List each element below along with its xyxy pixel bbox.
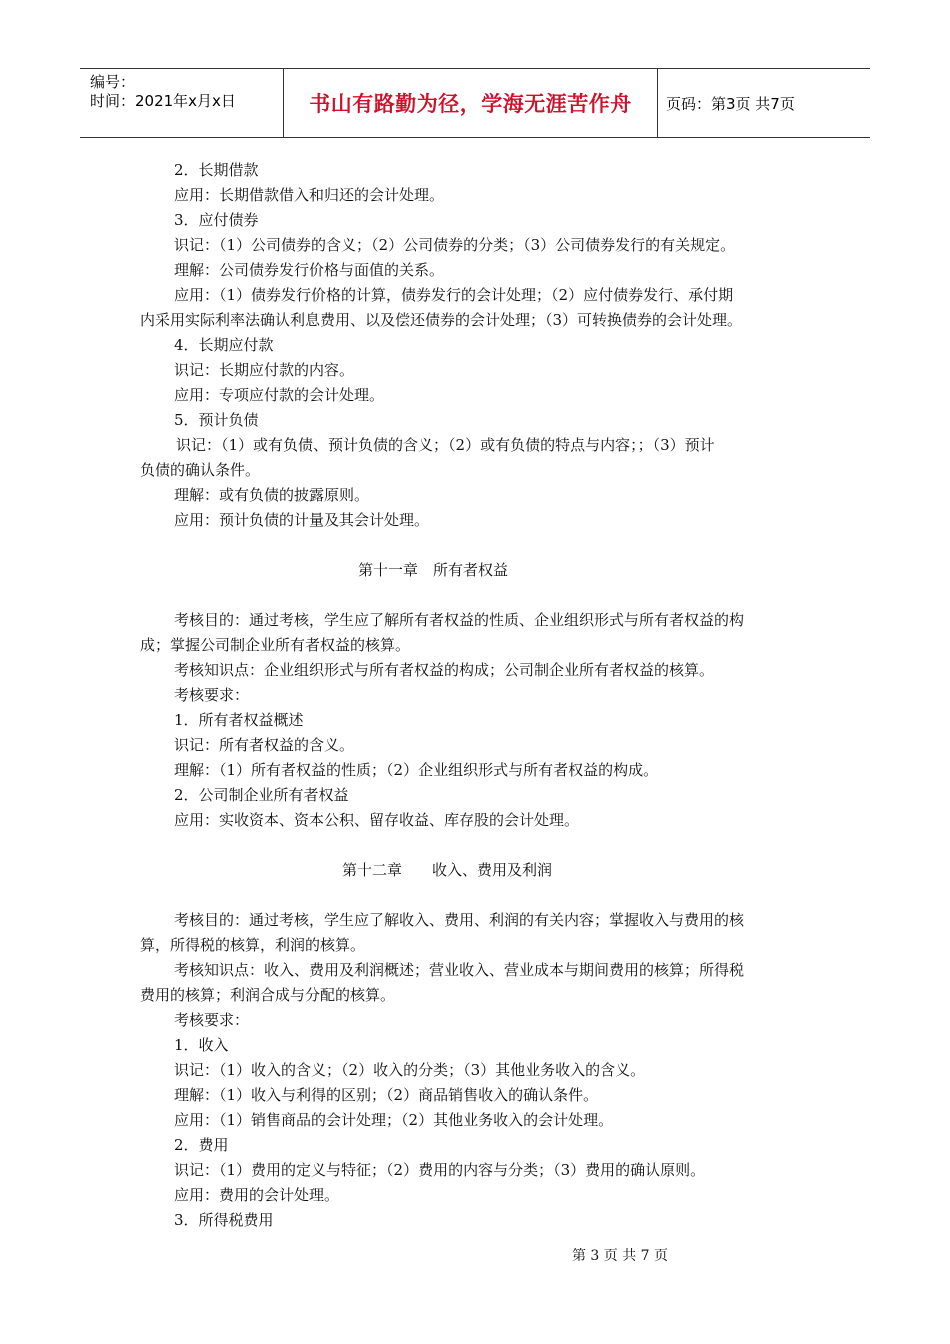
item-heading: 1．收入 — [174, 1036, 229, 1054]
paragraph: 考核知识点：收入、费用及利润概述；营业收入、营业成本与期间费用的核算；所得税 — [174, 961, 745, 979]
paragraph-continuation: 算，所得税的核算，利润的核算。 — [140, 936, 366, 954]
item-heading: 4．长期应付款 — [174, 336, 274, 354]
paragraph: 应用：（1）债券发行价格的计算，债券发行的会计处理；（2）应付债券发行、承付期 — [174, 286, 734, 304]
paragraph: 理解：（1）所有者权益的性质；（2）企业组织形式与所有者权益的构成。 — [174, 761, 659, 779]
chapter-title: 第十一章 所有者权益 — [358, 561, 509, 579]
item-heading: 1．所有者权益概述 — [174, 711, 304, 729]
item-heading: 3．所得税费用 — [174, 1211, 274, 1229]
paragraph: 考核要求： — [174, 1011, 250, 1029]
paragraph: 考核知识点：企业组织形式与所有者权益的构成；公司制企业所有者权益的核算。 — [174, 661, 715, 679]
header-page-code: 页码：第3页 共7页 — [666, 94, 795, 113]
paragraph: 识记：所有者权益的含义。 — [174, 736, 355, 754]
header-divider — [657, 69, 658, 137]
serial-label: 编号： — [90, 73, 136, 91]
paragraph-continuation: 费用的核算；利润合成与分配的核算。 — [140, 986, 396, 1004]
item-heading: 3．应付债券 — [174, 211, 259, 229]
document-body — [140, 158, 812, 1233]
paragraph: 考核目的：通过考核，学生应了解所有者权益的性质、企业组织形式与所有者权益的构 — [174, 611, 745, 629]
paragraph: 识记：（1）或有负债、预计负债的含义；（2）或有负债的特点与内容；；（3）预计 — [176, 436, 715, 454]
paragraph: 识记：（1）费用的定义与特征；（2）费用的内容与分类；（3）费用的确认原则。 — [174, 1161, 706, 1179]
paragraph: 应用：预计负债的计量及其会计处理。 — [174, 511, 430, 529]
paragraph: 考核目的：通过考核，学生应了解收入、费用、利润的有关内容；掌握收入与费用的核 — [174, 911, 745, 929]
paragraph: 应用：费用的会计处理。 — [174, 1186, 340, 1204]
paragraph: 应用：实收资本、资本公积、留存收益、库存股的会计处理。 — [174, 811, 580, 829]
item-heading: 2．费用 — [174, 1136, 229, 1154]
time-label: 时间：2021年x月x日 — [90, 92, 236, 110]
item-heading: 2．长期借款 — [174, 161, 259, 179]
paragraph: 理解：公司债券发行价格与面值的关系。 — [174, 261, 445, 279]
paragraph: 理解：或有负债的披露原则。 — [174, 486, 370, 504]
footer-page-number: 第 3 页 共 7 页 — [571, 1248, 669, 1264]
item-heading: 5．预计负债 — [174, 411, 259, 429]
page-header — [80, 68, 870, 138]
paragraph-continuation: 成；掌握公司制企业所有者权益的核算。 — [140, 636, 411, 654]
paragraph: 应用：长期借款借入和归还的会计处理。 — [174, 186, 445, 204]
header-meta — [90, 73, 236, 111]
header-motto-cell — [284, 69, 657, 137]
paragraph: 应用：专项应付款的会计处理。 — [174, 386, 385, 404]
paragraph: 应用：（1）销售商品的会计处理；（2）其他业务收入的会计处理。 — [174, 1111, 614, 1129]
paragraph: 考核要求： — [174, 686, 250, 704]
item-heading: 2．公司制企业所有者权益 — [174, 786, 349, 804]
paragraph-continuation: 负债的确认条件。 — [140, 461, 261, 479]
header-motto: 书山有路勤为径，学海无涯苦作舟 — [309, 92, 632, 116]
paragraph: 识记：（1）公司债券的含义；（2）公司债券的分类；（3）公司债券发行的有关规定。 — [174, 236, 736, 254]
paragraph: 识记：长期应付款的内容。 — [174, 361, 355, 379]
paragraph: 识记：（1）收入的含义；（2）收入的分类；（3）其他业务收入的含义。 — [174, 1061, 646, 1079]
page-footer — [0, 1245, 950, 1265]
paragraph-continuation: 内采用实际利率法确认利息费用、以及偿还债券的会计处理；（3）可转换债券的会计处理。 — [140, 311, 743, 329]
paragraph: 理解：（1）收入与利得的区别；（2）商品销售收入的确认条件。 — [174, 1086, 599, 1104]
chapter-title: 第十二章 收入、费用及利润 — [342, 861, 553, 879]
